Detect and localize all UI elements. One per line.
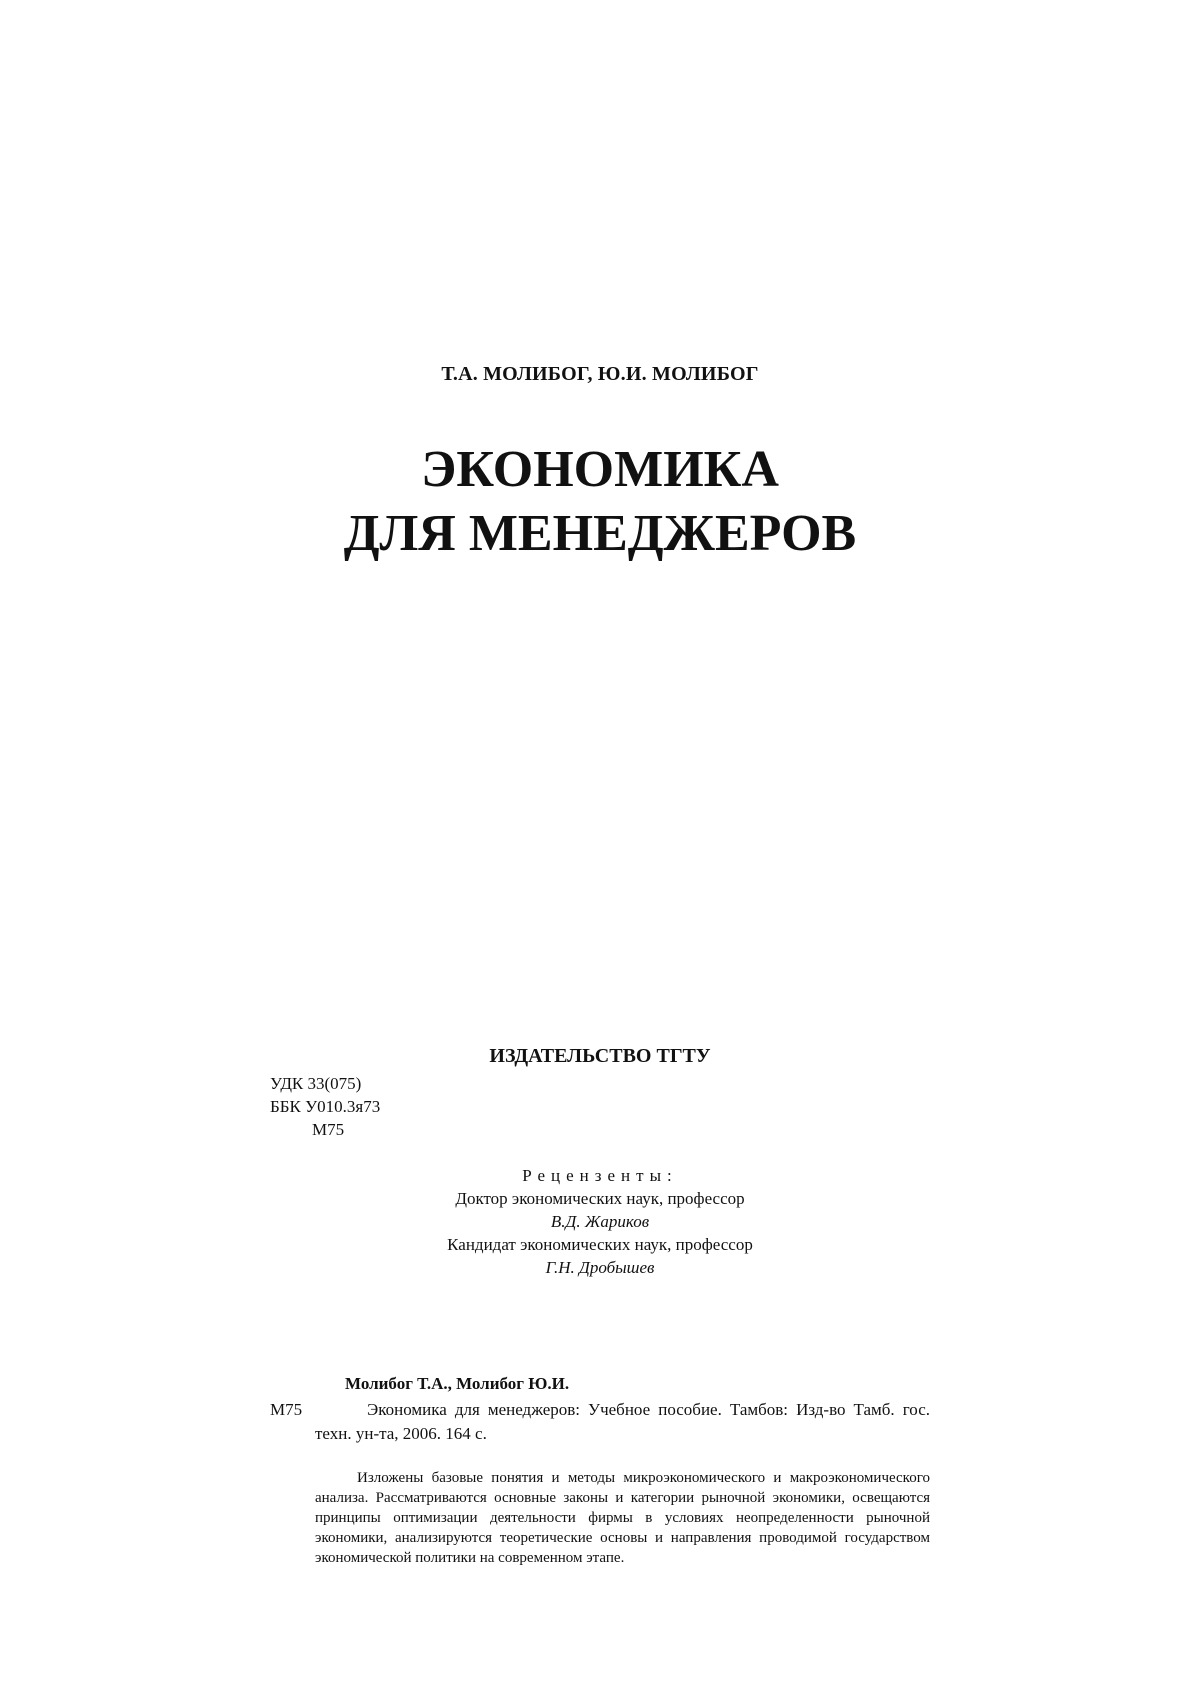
classification-codes xyxy=(270,1072,380,1141)
publisher: ИЗДАТЕЛЬСТВО ТГТУ xyxy=(489,1045,711,1067)
reviewer-1-name: В.Д. Жариков xyxy=(550,1212,650,1231)
bibliography-code: М75 xyxy=(270,1400,303,1419)
reviewers-block xyxy=(0,1164,1200,1279)
reviewer-2-title: Кандидат экономических наук, профессор xyxy=(447,1235,753,1254)
authors-line: Т.А. МОЛИБОГ, Ю.И. МОЛИБОГ xyxy=(441,363,759,385)
annotation-paragraph: Изложены базовые понятия и методы микроэкономического и макроэкономического анализа. Рассматриваются основные законы и категории рыночной экономики, освещаются принципы оптимизации деятельности фирмы в условиях неопределенности рыночной экономики, анализируются теоретические основы и направления проводимой государством экономической политики на современном этапе. xyxy=(315,1470,930,1566)
reviewer-1-title: Доктор экономических наук, профессор xyxy=(455,1189,745,1208)
book-title xyxy=(0,438,1200,566)
bibliography-authors: Молибог Т.А., Молибог Ю.И. xyxy=(345,1374,570,1393)
udk-code: УДК 33(075) xyxy=(270,1074,362,1093)
author-mark: М75 xyxy=(312,1120,345,1139)
reviewer-2-name: Г.Н. Дробышев xyxy=(545,1258,655,1277)
bibliography-description: Экономика для менеджеров: Учебное пособие. Тамбов: Изд-во Тамб. гос. техн. ун-та, 2006. 164 с. xyxy=(315,1400,930,1443)
bbk-code: ББК У010.3я73 xyxy=(270,1097,381,1116)
book-title-line-1: ЭКОНОМИКА xyxy=(421,441,779,498)
book-title-line-2: ДЛЯ МЕНЕДЖЕРОВ xyxy=(343,505,857,562)
reviewers-heading: Рецензенты: xyxy=(522,1166,678,1185)
bibliography-record xyxy=(270,1398,930,1446)
